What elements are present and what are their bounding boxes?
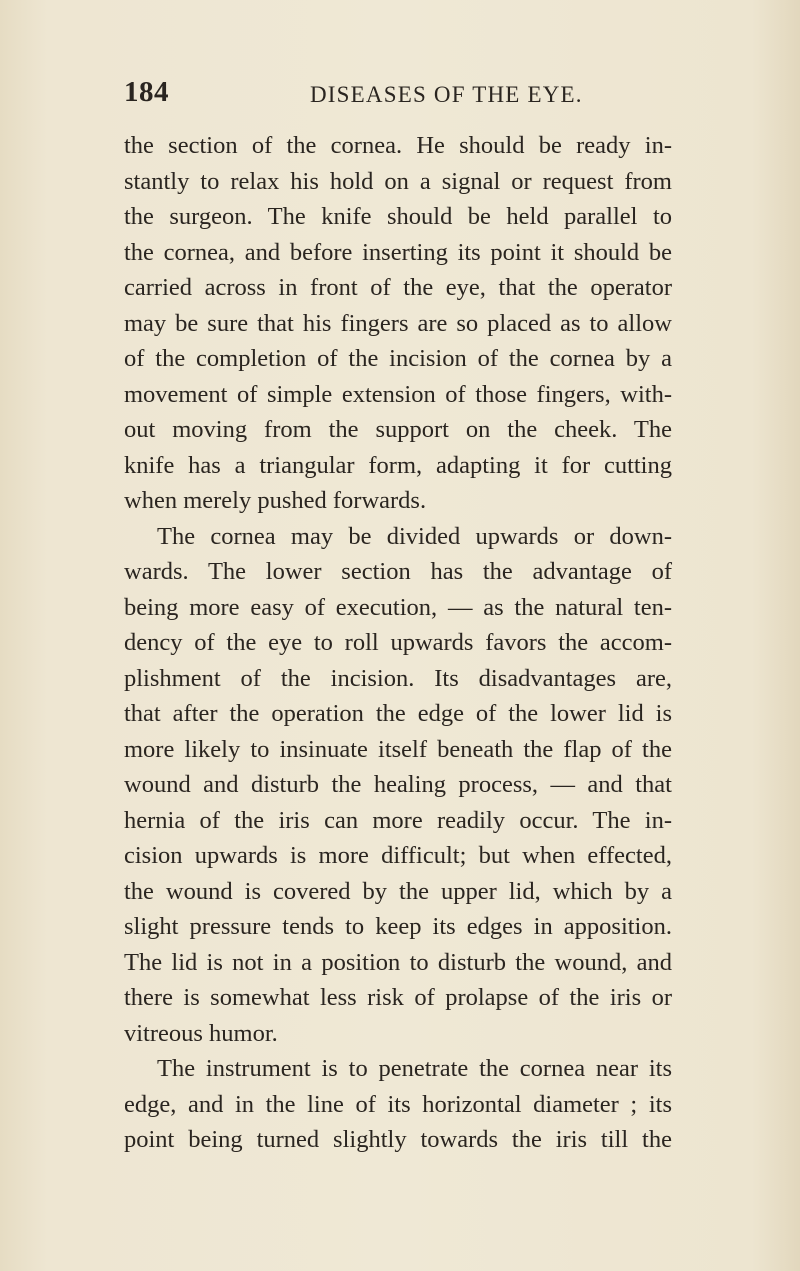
- text-line: stantly to relax his hold on a signal or request from: [124, 167, 672, 195]
- text-line: out moving from the support on the cheek. The: [124, 416, 672, 443]
- text-line: the section of the cornea. He should be ready in-: [124, 132, 672, 159]
- text-line: edge, and in the line of its horizontal diameter ; its: [124, 1090, 672, 1118]
- text-line: carried across in front of the eye, that the operator: [124, 274, 672, 301]
- body-text: [124, 128, 672, 1158]
- text-line: the cornea, and before inserting its point it should be: [124, 238, 672, 266]
- paragraph-first-line: The cornea may be divided upwards or down-: [157, 522, 672, 550]
- text-line: vitreous humor.: [124, 1019, 278, 1047]
- text-line: may be sure that his fingers are so placed as to allow: [124, 309, 672, 337]
- text-line: wards. The lower section has the advantage of: [124, 558, 672, 585]
- text-line: wound and disturb the healing process, — and that: [124, 771, 672, 798]
- text-line: knife has a triangular form, adapting it for cutting: [124, 451, 672, 479]
- page-number: 184: [124, 76, 169, 108]
- text-line: more likely to insinuate itself beneath the flap of the: [124, 735, 672, 763]
- text-line: there is somewhat less risk of prolapse of the iris or: [124, 984, 672, 1011]
- text-line: of the completion of the incision of the cornea by a: [124, 345, 672, 372]
- text-line: movement of simple extension of those fingers, with-: [124, 380, 672, 408]
- text-line: slight pressure tends to keep its edges in apposition.: [124, 913, 672, 940]
- text-line: dency of the eye to roll upwards favors the accom-: [124, 629, 672, 656]
- paragraph-first-line: The instrument is to penetrate the cornea near its: [157, 1055, 672, 1082]
- text-line: cision upwards is more difficult; but when effected,: [124, 842, 672, 869]
- text-line: The lid is not in a position to disturb the wound, and: [124, 948, 672, 976]
- text-line: plishment of the incision. Its disadvantages are,: [124, 664, 672, 692]
- text-line: point being turned slightly towards the iris till the: [124, 1126, 672, 1153]
- text-line: that after the operation the edge of the lower lid is: [124, 700, 672, 727]
- text-line: the wound is covered by the upper lid, which by a: [124, 877, 672, 905]
- running-head: DISEASES OF THE EYE.: [310, 82, 583, 107]
- text-line: being more easy of execution, — as the natural ten-: [124, 593, 672, 621]
- text-line: when merely pushed forwards.: [124, 487, 427, 514]
- page-header: [124, 76, 672, 116]
- text-line: hernia of the iris can more readily occur. The in-: [124, 806, 672, 834]
- text-line: the surgeon. The knife should be held parallel to: [124, 203, 672, 230]
